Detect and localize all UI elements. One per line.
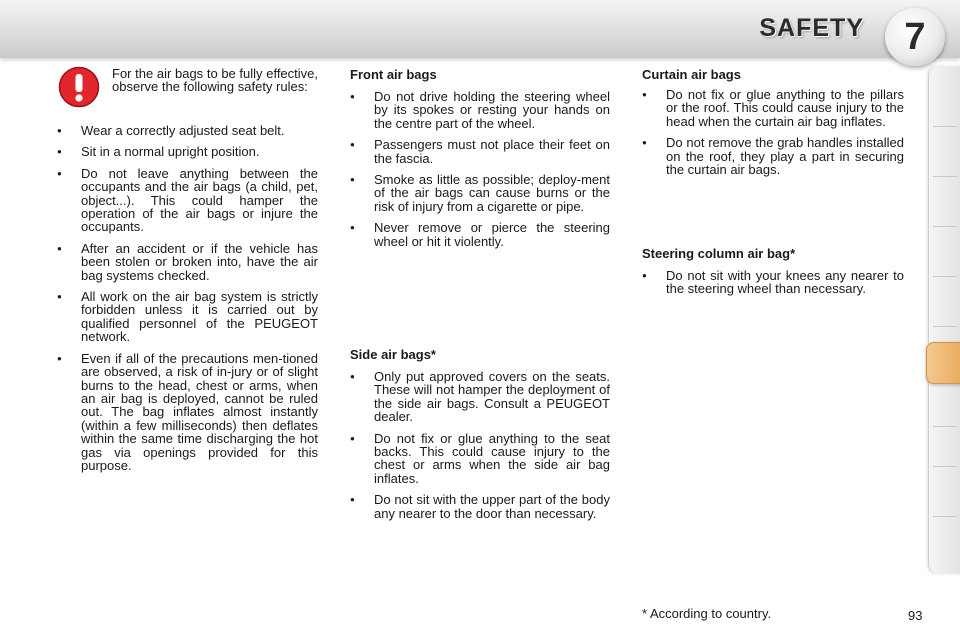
steering-column-air-bag-list: [642, 269, 904, 304]
list-item: ● Sit in a normal upright position.: [57, 145, 318, 158]
list-item: ● Wear a correctly adjusted seat belt.: [57, 124, 318, 137]
tab-divider: [933, 226, 957, 227]
list-item: ● Do not sit with the upper part of the body any nearer to the door than necessary.: [350, 493, 610, 520]
curtain-air-bags-heading: Curtain air bags: [642, 67, 741, 82]
side-air-bags-list: [350, 370, 610, 528]
list-item: ● Do not leave anything between the occupants and the air bags (a child, pet, object...). This could hamper the operation of the air bags or injure the occupants.: [57, 167, 318, 234]
active-chapter-tab: [926, 342, 960, 384]
intro-text: For the air bags to be fully effective, observe the following safety rules:: [112, 66, 318, 95]
general-rules-list: [57, 124, 318, 480]
page-title: SAFETY: [759, 14, 864, 42]
list-item: ● Passengers must not place their feet on the fascia.: [350, 138, 610, 165]
tab-divider: [933, 176, 957, 177]
warning-exclamation-icon: [58, 66, 100, 108]
list-item: ● Do not sit with your knees any nearer to the steering wheel than necessary.: [642, 269, 904, 296]
tab-divider: [933, 426, 957, 427]
steering-column-air-bag-heading: Steering column air bag*: [642, 246, 796, 261]
tab-divider: [933, 516, 957, 517]
tab-divider: [933, 326, 957, 327]
side-air-bags-heading: Side air bags*: [350, 347, 436, 362]
chapter-tab-strip: [928, 66, 960, 574]
front-air-bags-list: [350, 90, 610, 256]
front-air-bags-heading: Front air bags: [350, 67, 437, 82]
curtain-air-bags-list: [642, 88, 904, 184]
list-item: ● Do not fix or glue anything to the seat backs. This could cause injury to the chest or arms when the side air bag inflates.: [350, 432, 610, 486]
tab-divider: [933, 126, 957, 127]
list-item: ● After an accident or if the vehicle has been stolen or broken into, have the air bag systems checked.: [57, 242, 318, 282]
page-number: 93: [908, 608, 923, 623]
list-item: ● Do not drive holding the steering wheel by its spokes or resting your hands on the centre part of the wheel.: [350, 90, 610, 130]
footnote: * According to country.: [642, 606, 772, 621]
list-item: ● All work on the air bag system is strictly forbidden unless it is carried out by qualified personnel of the PEUGEOT network.: [57, 290, 318, 344]
list-item: ● Never remove or pierce the steering wheel or hit it violently.: [350, 221, 610, 248]
chapter-badge: 7: [885, 8, 945, 66]
list-item: ● Even if all of the precautions men-tioned are observed, a risk of in-jury or of slight burns to the head, chest or arms, when an air bag is deployed, cannot be ruled out. The bag inflates almost instantly (within a few milliseconds) then deflates within the same time discharging the hot gas via openings provided for this purpose.: [57, 352, 318, 473]
list-item: ● Only put approved covers on the seats. These will not hamper the deployment of the side air bags. Consult a PEUGEOT dealer.: [350, 370, 610, 424]
list-item: ● Do not remove the grab handles installed on the roof, they play a part in securing the curtain air bags.: [642, 136, 904, 176]
list-item: ● Do not fix or glue anything to the pillars or the roof. This could cause injury to the head when the curtain air bag inflates.: [642, 88, 904, 128]
tab-divider: [933, 276, 957, 277]
tab-divider: [933, 466, 957, 467]
list-item: ● Smoke as little as possible; deploy-ment of the air bags can cause burns or the risk of injury from a cigarette or pipe.: [350, 173, 610, 213]
